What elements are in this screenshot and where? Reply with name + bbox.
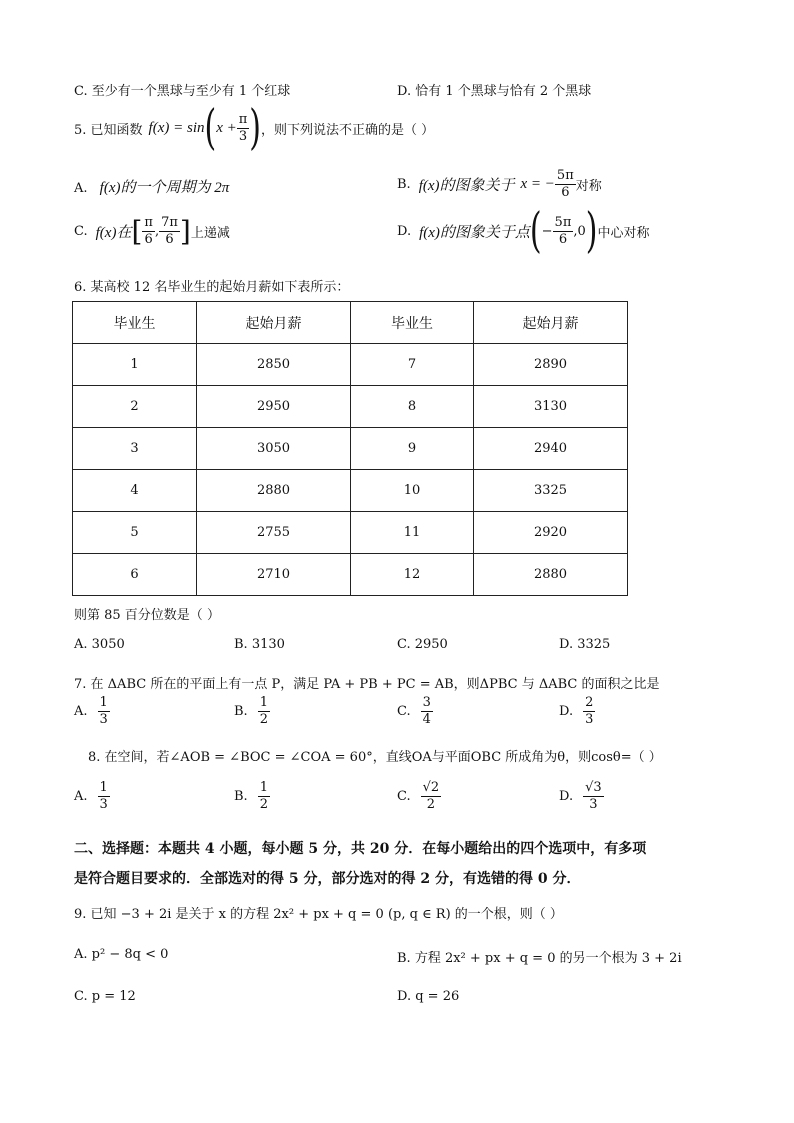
q5-prefix: 5. 已知函数	[74, 122, 143, 138]
q5-option-d-text: f(x)的图象关于点	[419, 224, 530, 241]
q5-option-c-num2: 7π	[161, 214, 178, 230]
q7-option-c-label: C.	[397, 703, 411, 719]
q4-option-c: C. 至少有一个黑球与至少有 1 个红球	[74, 84, 291, 99]
table-cell: 8	[351, 386, 474, 428]
q6-option-a: A. 3050	[74, 637, 125, 652]
q5-option-d-zero: ,0	[573, 223, 586, 239]
q7-option-a-label: A.	[74, 703, 88, 719]
q8-option-c-num: √2	[422, 780, 440, 795]
table-row	[73, 344, 628, 386]
q7-option-c-num: 3	[422, 695, 431, 710]
table-cell: 2880	[474, 554, 628, 596]
q8-option-d-den: 3	[589, 796, 598, 812]
q8-option-a-label: A.	[74, 788, 88, 804]
table-cell: 2710	[197, 554, 351, 596]
q7-option-b	[234, 695, 270, 727]
q8-option-b-frac	[258, 780, 270, 812]
q8-option-c-frac	[421, 780, 442, 812]
q7-option-d	[559, 695, 595, 727]
q5-option-d	[397, 202, 650, 260]
table-cell: 6	[73, 554, 197, 596]
q5-option-b-den: 6	[561, 184, 570, 200]
q5-option-d-frac	[553, 215, 574, 247]
section-2-line-2: 是符合题目要求的．全部选对的得 5 分，部分选对的得 2 分，有选错的得 0 分．	[74, 871, 581, 887]
q8-stem: 8. 在空间，若∠AOB = ∠BOC = ∠COA = 60°，直线OA与平面OBC 所成角为θ，则cosθ=（ ）	[88, 750, 662, 765]
q5-arg: x +	[216, 119, 237, 136]
q5-right-paren: )	[249, 100, 262, 156]
table-cell: 3130	[474, 386, 628, 428]
table-cell: 12	[351, 554, 474, 596]
q5-option-c-tail: 上递减	[190, 225, 230, 241]
q9-stem: 9. 已知 −3 + 2i 是关于 x 的方程 2x² + px + q = 0 (p, q ∈ R) 的一个根，则（ ）	[74, 907, 563, 922]
q7-option-a	[74, 695, 110, 727]
q7-option-a-num: 1	[99, 695, 108, 710]
q6-question: 则第 85 百分位数是（ ）	[74, 608, 220, 623]
q5-option-b-text: f(x)的图象关于	[418, 177, 515, 194]
q5-option-c-comma: ,	[154, 223, 160, 239]
table-cell: 2	[73, 386, 197, 428]
q7-stem: 7. 在 ΔABC 所在的平面上有一点 P，满足 PA + PB + PC = AB，则ΔPBC 与 ΔABC 的面积之比是	[74, 677, 660, 692]
q6-option-b: B. 3130	[234, 637, 285, 652]
q5-option-d-label: D.	[397, 223, 412, 239]
table-row	[73, 470, 628, 512]
q7-option-d-label: D.	[559, 703, 574, 719]
table-cell: 1	[73, 344, 197, 386]
q8-option-d-frac	[583, 780, 604, 812]
q8-option-d-label: D.	[559, 788, 574, 804]
q5-func: f(x) = sin	[148, 119, 205, 136]
table-row	[73, 428, 628, 470]
q7-option-d-num: 2	[585, 695, 594, 710]
table-cell: 7	[351, 344, 474, 386]
q8-option-a-frac	[98, 780, 110, 812]
table-cell: 2920	[474, 512, 628, 554]
q5-option-d-tail: 中心对称	[597, 225, 650, 241]
table-header-cell: 起始月薪	[474, 302, 628, 344]
q7-option-c-frac	[421, 695, 433, 727]
q8-option-c-label: C.	[397, 788, 411, 804]
q7-option-b-frac	[258, 695, 270, 727]
table-cell: 11	[351, 512, 474, 554]
q9-option-b: B. 方程 2x² + px + q = 0 的另一个根为 3 + 2i	[397, 951, 682, 966]
table-row	[73, 512, 628, 554]
q5-option-d-den: 6	[558, 231, 568, 247]
q5-option-a-label: A.	[74, 181, 88, 196]
q7-option-b-num: 1	[259, 695, 268, 710]
table-cell: 2950	[197, 386, 351, 428]
q7-option-c-den: 4	[422, 711, 431, 727]
q5-option-c-den2: 6	[165, 231, 174, 247]
q8-option-b-den: 2	[259, 796, 268, 812]
q8-option-a-den: 3	[99, 796, 108, 812]
q8-option-b-label: B.	[234, 788, 248, 804]
table-cell: 9	[351, 428, 474, 470]
q6-title: 6. 某高校 12 名毕业生的起始月薪如下表所示：	[74, 280, 350, 295]
q5-option-c-den1: 6	[144, 231, 153, 247]
table-header-row	[73, 302, 628, 344]
q8-option-c-den: 2	[426, 796, 436, 812]
q5-option-d-lparen: (	[529, 203, 542, 259]
table-cell: 3325	[474, 470, 628, 512]
q9-option-a: A. p² − 8q < 0	[74, 947, 169, 962]
q7-option-a-frac	[98, 695, 110, 727]
q5-option-c-frac2	[159, 215, 180, 247]
q7-option-b-den: 2	[259, 711, 268, 727]
q5-left-paren: (	[204, 100, 217, 156]
q5-suffix: ，则下列说法不正确的是（ ）	[261, 122, 435, 138]
q5-option-c-frac1	[142, 215, 155, 247]
q8-option-b-num: 1	[259, 780, 268, 795]
table-cell: 3050	[197, 428, 351, 470]
q5-option-a-text: f(x)的一个周期为 2π	[99, 180, 230, 196]
table-cell: 10	[351, 470, 474, 512]
q9-option-d: D. q = 26	[397, 989, 460, 1004]
q5-option-b-eq: x = −	[520, 175, 555, 192]
table-row	[73, 554, 628, 596]
section-2-line-1: 二、选择题：本题共 4 小题，每小题 5 分，共 20 分．在每小题给出的四个选项中，有多项	[74, 841, 647, 857]
table-cell: 2940	[474, 428, 628, 470]
q5-option-d-num: 5π	[554, 214, 572, 230]
q8-option-c	[397, 780, 441, 812]
q5-option-c-lbracket: [	[131, 214, 143, 248]
q7-option-c	[397, 695, 433, 727]
q5-option-b-num: 5π	[556, 167, 574, 183]
q5-option-b-tail: 对称	[575, 178, 602, 194]
q5-option-d-rparen: )	[585, 203, 598, 259]
table-header-cell: 毕业生	[351, 302, 474, 344]
q8-option-d	[559, 780, 604, 812]
table-header-cell: 毕业生	[73, 302, 197, 344]
q7-option-a-den: 3	[99, 711, 108, 727]
q5-option-c-num1: π	[144, 214, 153, 230]
q5-option-b-frac	[555, 168, 576, 200]
table-cell: 2850	[197, 344, 351, 386]
q5-option-a	[74, 176, 229, 197]
table-cell: 3	[73, 428, 197, 470]
q8-option-a	[74, 780, 110, 812]
q8-option-b	[234, 780, 270, 812]
q6-option-d: D. 3325	[559, 637, 611, 652]
q5-option-c-text: f(x)在	[95, 224, 132, 241]
table-cell: 4	[73, 470, 197, 512]
q5-option-c	[74, 202, 230, 260]
table-cell: 2755	[197, 512, 351, 554]
q5-option-b-label: B.	[397, 176, 411, 192]
q8-option-a-num: 1	[99, 780, 108, 795]
q7-option-d-frac	[583, 695, 595, 727]
table-cell: 2890	[474, 344, 628, 386]
q8-option-d-num: √3	[585, 780, 602, 795]
q7-option-d-den: 3	[585, 711, 594, 727]
q5-pi-over-3	[237, 112, 250, 144]
table-row	[73, 386, 628, 428]
salary-table	[72, 301, 628, 596]
q5-option-c-rbracket: ]	[179, 214, 191, 248]
table-cell: 2880	[197, 470, 351, 512]
q5-arg-den: 3	[238, 128, 248, 144]
q6-option-c: C. 2950	[397, 637, 448, 652]
q7-option-b-label: B.	[234, 703, 248, 719]
q5-option-b	[397, 162, 602, 206]
q5-option-c-label: C.	[74, 223, 88, 239]
table-header-cell: 起始月薪	[197, 302, 351, 344]
q9-option-c: C. p = 12	[74, 989, 136, 1004]
q4-option-d: D. 恰有 1 个黑球与恰有 2 个黑球	[397, 84, 592, 99]
q5-option-d-minus: −	[541, 223, 553, 239]
q5-stem	[74, 100, 434, 156]
table-cell: 5	[73, 512, 197, 554]
q5-arg-num: π	[238, 111, 248, 127]
